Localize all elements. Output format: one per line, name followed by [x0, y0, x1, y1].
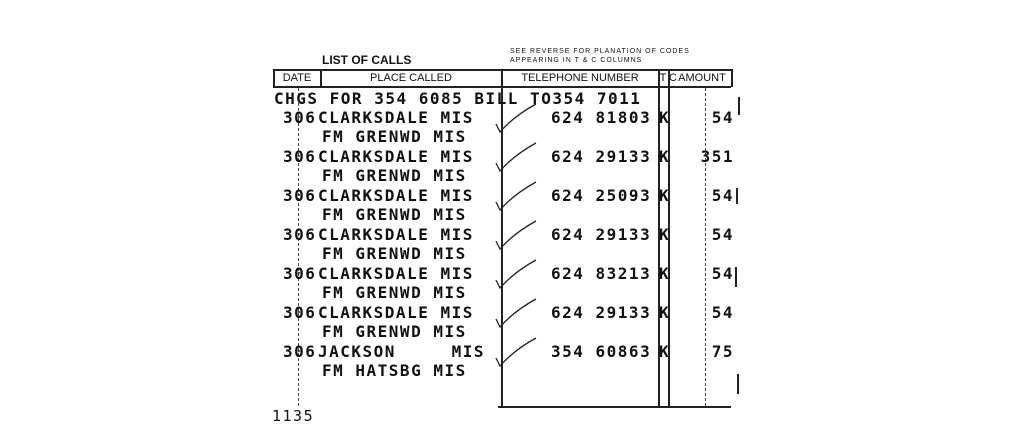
codes-note-line-1: SEE REVERSE FOR PLANATION OF CODES [510, 48, 690, 55]
call-date: 306 [283, 264, 317, 283]
column-header-c: C [669, 72, 677, 84]
call-place: CLARKSDALE MIS [318, 225, 474, 244]
call-place: CLARKSDALE MIS [318, 186, 474, 205]
call-place: CLARKSDALE MIS [318, 303, 474, 322]
column-header-place: PLACE CALLED [370, 72, 452, 84]
call-from: FM GRENWD MIS [322, 127, 467, 146]
call-from: FM GRENWD MIS [322, 322, 467, 341]
header-right-border [731, 69, 733, 87]
call-amount: 54 [711, 225, 734, 244]
call-date: 306 [283, 225, 317, 244]
margin-mark [736, 188, 738, 204]
call-from: FM GRENWD MIS [322, 283, 467, 302]
call-phone: 624 29133 [551, 147, 652, 166]
check-mark-icon [492, 258, 542, 292]
call-code: K [659, 264, 671, 283]
check-mark-icon [492, 219, 542, 253]
check-mark-icon [492, 297, 542, 331]
call-date: 306 [283, 303, 317, 322]
call-from: FM GRENWD MIS [322, 166, 467, 185]
margin-mark [737, 374, 739, 394]
margin-mark [738, 97, 740, 115]
summary-line: CHGS FOR 354 6085 BILL TO354 7011 [274, 89, 642, 108]
call-place: CLARKSDALE MIS [318, 147, 474, 166]
call-from: FM GRENWD MIS [322, 205, 467, 224]
form-title: LIST OF CALLS [322, 53, 412, 67]
call-date: 306 [283, 108, 317, 127]
call-phone: 354 60863 [551, 342, 652, 361]
call-from: FM HATSBG MIS [322, 361, 467, 380]
call-date: 306 [283, 147, 317, 166]
call-code: K [659, 186, 671, 205]
call-amount: 54 [711, 264, 734, 283]
call-amount: 75 [711, 342, 734, 361]
call-code: K [659, 342, 671, 361]
call-phone: 624 29133 [551, 225, 652, 244]
call-amount: 54 [711, 303, 734, 322]
call-place: CLARKSDALE MIS [318, 108, 474, 127]
codes-note-line-2: APPEARING IN T & C COLUMNS [510, 57, 643, 64]
call-place: CLARKSDALE MIS [318, 264, 474, 283]
call-code: K [659, 303, 671, 322]
check-mark-icon [492, 336, 542, 370]
column-header-phone: TELEPHONE NUMBER [521, 72, 639, 84]
call-code: K [659, 225, 671, 244]
call-date: 306 [283, 186, 317, 205]
call-date: 306 [283, 342, 317, 361]
call-amount: 54 [711, 108, 734, 127]
margin-mark [735, 267, 737, 287]
column-header-amount: AMOUNT [678, 72, 726, 84]
call-phone: 624 25093 [551, 186, 652, 205]
column-header-date: DATE [282, 72, 312, 84]
check-mark-icon [492, 141, 542, 175]
call-code: K [659, 147, 671, 166]
call-from: FM GRENWD MIS [322, 244, 467, 263]
check-mark-icon [492, 102, 542, 136]
bottom-rule [498, 406, 731, 408]
check-mark-icon [492, 180, 542, 214]
footer-number: 1135 [272, 407, 315, 425]
call-code: K [659, 108, 671, 127]
column-header-t: T [659, 72, 667, 84]
call-phone: 624 29133 [551, 303, 652, 322]
call-phone: 624 81803 [551, 108, 652, 127]
call-amount: 351 [700, 147, 734, 166]
call-amount: 54 [711, 186, 734, 205]
call-phone: 624 83213 [551, 264, 652, 283]
call-place: JACKSON MIS [318, 342, 485, 361]
